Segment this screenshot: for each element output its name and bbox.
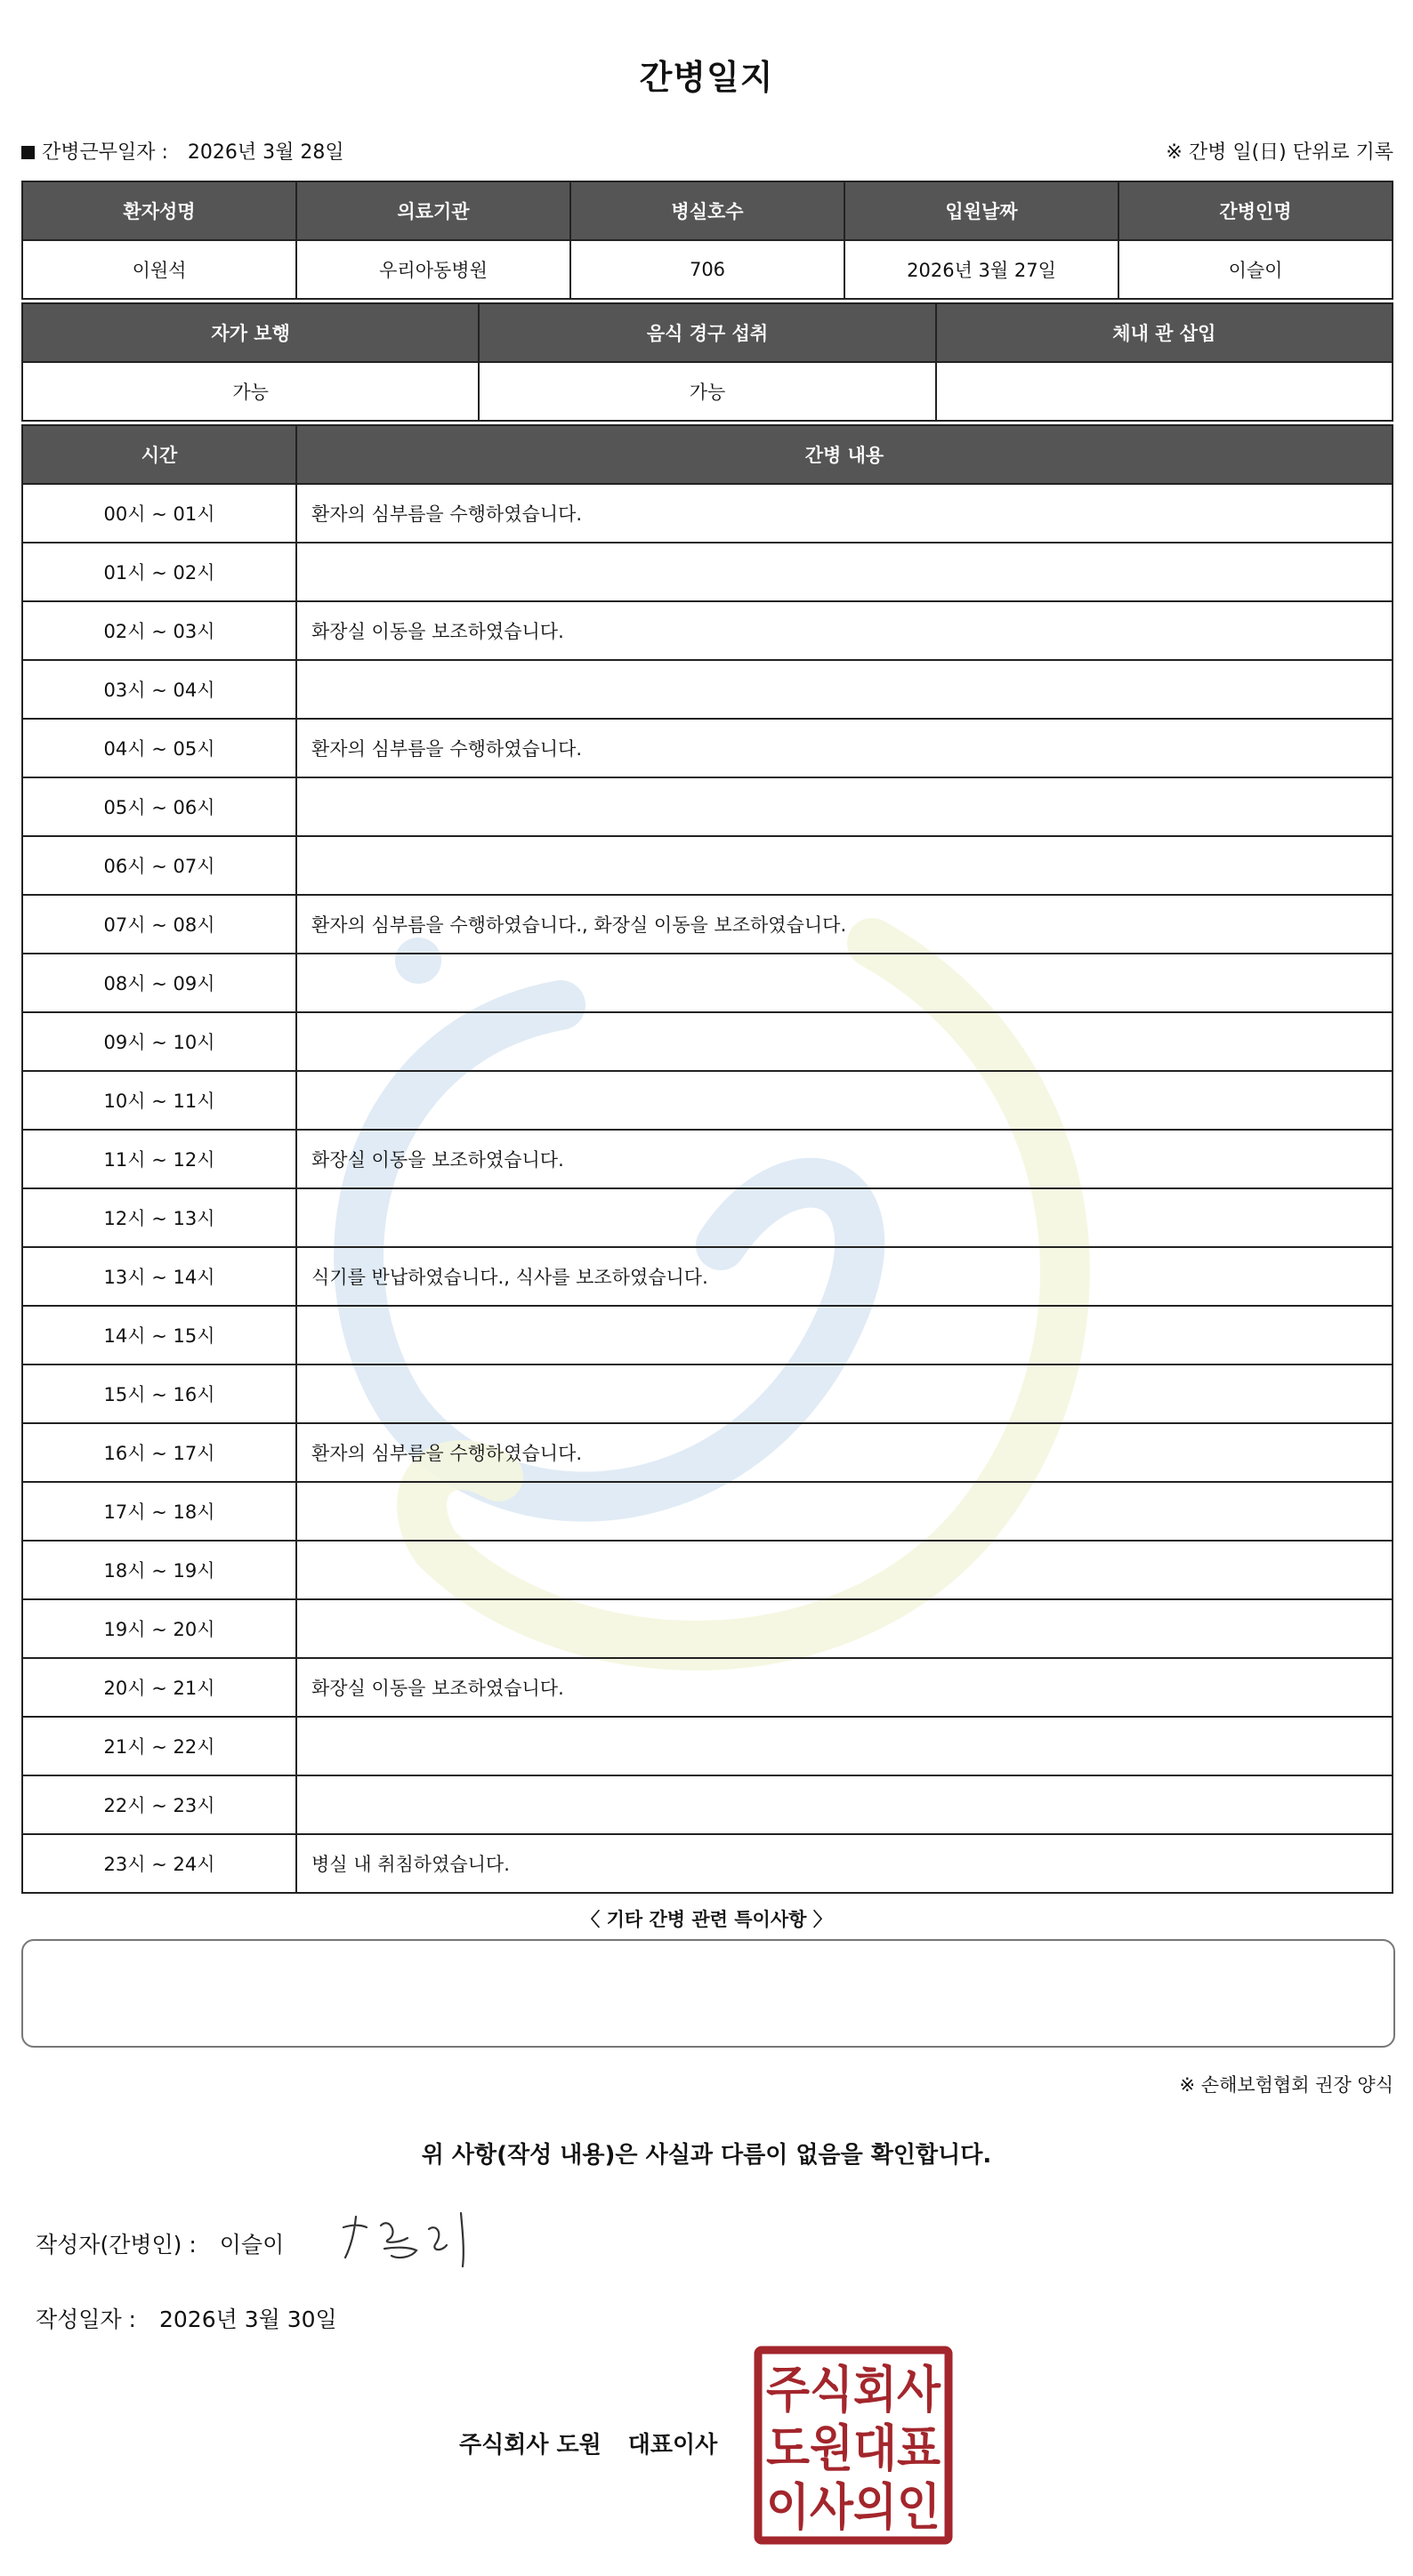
table-row: [22, 1658, 1393, 1717]
admission-date: 2026년 3월 27일: [844, 240, 1118, 299]
time-slot: 11시 ~ 12시: [22, 1130, 296, 1188]
care-content: 환자의 심부름을 수행하였습니다.: [296, 719, 1393, 777]
writer-label: 작성자(간병인) :: [36, 2232, 197, 2258]
header-care-content: 간병 내용: [296, 425, 1393, 484]
care-log-body: [22, 484, 1393, 1893]
patient-info-header-row: [22, 181, 1393, 240]
table-row: [22, 1012, 1393, 1071]
time-slot: 20시 ~ 21시: [22, 1658, 296, 1717]
ceo-title: 대표이사: [627, 2432, 718, 2459]
care-content: [296, 660, 1393, 719]
time-slot: 00시 ~ 01시: [22, 484, 296, 543]
time-slot: 01시 ~ 02시: [22, 543, 296, 601]
work-date: [21, 137, 344, 165]
time-slot: 12시 ~ 13시: [22, 1188, 296, 1247]
care-content: 병실 내 취침하였습니다.: [296, 1834, 1393, 1893]
time-slot: 02시 ~ 03시: [22, 601, 296, 660]
care-content: [296, 1071, 1393, 1130]
table-row: [22, 1247, 1393, 1306]
confirmation-statement: 위 사항(작성 내용)은 사실과 다름이 없음을 확인합니다.: [421, 2142, 992, 2169]
special-notes-box: [21, 1939, 1395, 2048]
care-content: [296, 777, 1393, 836]
time-slot: 17시 ~ 18시: [22, 1482, 296, 1541]
writer-line: [36, 2227, 284, 2259]
table-row: [22, 660, 1393, 719]
writer-name: 이슬이: [219, 2232, 285, 2258]
care-content: [296, 1541, 1393, 1599]
table-row: [22, 1130, 1393, 1188]
table-row: [22, 1188, 1393, 1247]
written-date-value: 2026년 3월 30일: [158, 2306, 337, 2332]
table-row: [22, 1482, 1393, 1541]
oral-intake-value: 가능: [479, 362, 935, 421]
care-content: [296, 1599, 1393, 1658]
patient-name: 이원석: [22, 240, 296, 299]
care-log-header-row: [22, 425, 1393, 484]
time-slot: 15시 ~ 16시: [22, 1364, 296, 1423]
care-content: 화장실 이동을 보조하였습니다.: [296, 601, 1393, 660]
table-row: [22, 1364, 1393, 1423]
time-slot: 03시 ~ 04시: [22, 660, 296, 719]
care-content: 식기를 반납하였습니다., 식사를 보조하였습니다.: [296, 1247, 1393, 1306]
header-hospital: 의료기관: [296, 181, 570, 240]
table-row: [22, 1071, 1393, 1130]
work-date-value: 2026년 3월 28일: [187, 141, 344, 164]
care-content: [296, 954, 1393, 1012]
time-slot: 07시 ~ 08시: [22, 895, 296, 954]
care-content: 환자의 심부름을 수행하였습니다., 화장실 이동을 보조하였습니다.: [296, 895, 1393, 954]
seal-text-line: 도원대표: [766, 2420, 941, 2478]
table-row: [22, 836, 1393, 895]
care-content: [296, 1306, 1393, 1364]
caregiver-name: 이슬이: [1118, 240, 1393, 299]
table-row: [22, 777, 1393, 836]
association-note: ※ 손해보험협회 권장 양식: [1179, 2074, 1393, 2096]
company-name: 주식회사 도원: [459, 2432, 602, 2459]
self-walking-value: 가능: [22, 362, 479, 421]
patient-info-table: [21, 181, 1393, 300]
care-content: 화장실 이동을 보조하였습니다.: [296, 1130, 1393, 1188]
time-slot: 18시 ~ 19시: [22, 1541, 296, 1599]
time-slot: 08시 ~ 09시: [22, 954, 296, 1012]
time-slot: 21시 ~ 22시: [22, 1717, 296, 1775]
table-row: [22, 1306, 1393, 1364]
notes-title: 〈 기타 간병 관련 특이사항 〉: [581, 1909, 832, 1930]
header-admission-date: 입원날짜: [844, 181, 1118, 240]
time-slot: 09시 ~ 10시: [22, 1012, 296, 1071]
square-bullet-icon: [21, 146, 35, 159]
table-row: [22, 1775, 1393, 1834]
table-row: [22, 719, 1393, 777]
record-note: ※ 간병 일(日) 단위로 기록: [1166, 141, 1393, 164]
handwritten-signature-icon: [336, 2208, 479, 2270]
care-content: [296, 1012, 1393, 1071]
header-tube-insertion: 체내 관 삽입: [936, 303, 1393, 362]
table-row: [22, 1423, 1393, 1482]
time-slot: 06시 ~ 07시: [22, 836, 296, 895]
care-content: [296, 836, 1393, 895]
table-row: [22, 1834, 1393, 1893]
company-line: [459, 2427, 717, 2459]
care-content: 화장실 이동을 보조하였습니다.: [296, 1658, 1393, 1717]
time-slot: 10시 ~ 11시: [22, 1071, 296, 1130]
table-row: [22, 601, 1393, 660]
care-content: [296, 1188, 1393, 1247]
time-slot: 05시 ~ 06시: [22, 777, 296, 836]
header-oral-intake: 음식 경구 섭취: [479, 303, 935, 362]
table-row: [22, 954, 1393, 1012]
table-row: [22, 543, 1393, 601]
status-header-row: [22, 303, 1393, 362]
room-number: 706: [570, 240, 844, 299]
care-content: [296, 1717, 1393, 1775]
care-content: 환자의 심부름을 수행하였습니다.: [296, 484, 1393, 543]
document-title: 간병일지: [639, 58, 774, 97]
care-content: [296, 1482, 1393, 1541]
time-slot: 13시 ~ 14시: [22, 1247, 296, 1306]
time-slot: 23시 ~ 24시: [22, 1834, 296, 1893]
table-row: [22, 1599, 1393, 1658]
seal-text-line: 주식회사: [766, 2362, 941, 2419]
care-log-table: [21, 424, 1393, 1894]
header-self-walking: 자가 보행: [22, 303, 479, 362]
time-slot: 19시 ~ 20시: [22, 1599, 296, 1658]
patient-status-table: [21, 302, 1393, 422]
status-value-row: [22, 362, 1393, 421]
time-slot: 22시 ~ 23시: [22, 1775, 296, 1834]
seal-text-line: 이사의인: [766, 2479, 941, 2537]
care-content: [296, 543, 1393, 601]
header-room-number: 병실호수: [570, 181, 844, 240]
written-date-line: [36, 2302, 337, 2334]
tube-insertion-value: [936, 362, 1393, 421]
work-date-label: 간병근무일자 :: [42, 141, 168, 164]
time-slot: 16시 ~ 17시: [22, 1423, 296, 1482]
hospital-name: 우리아동병원: [296, 240, 570, 299]
table-row: [22, 895, 1393, 954]
table-row: [22, 484, 1393, 543]
header-time: 시간: [22, 425, 296, 484]
header-caregiver-name: 간병인명: [1118, 181, 1393, 240]
header-patient-name: 환자성명: [22, 181, 296, 240]
table-row: [22, 1541, 1393, 1599]
patient-info-value-row: [22, 240, 1393, 299]
written-date-label: 작성일자 :: [36, 2306, 136, 2332]
care-content: 환자의 심부름을 수행하였습니다.: [296, 1423, 1393, 1482]
care-content: [296, 1775, 1393, 1834]
time-slot: 04시 ~ 05시: [22, 719, 296, 777]
table-row: [22, 1717, 1393, 1775]
time-slot: 14시 ~ 15시: [22, 1306, 296, 1364]
care-content: [296, 1364, 1393, 1423]
company-seal-icon: [753, 2345, 954, 2546]
